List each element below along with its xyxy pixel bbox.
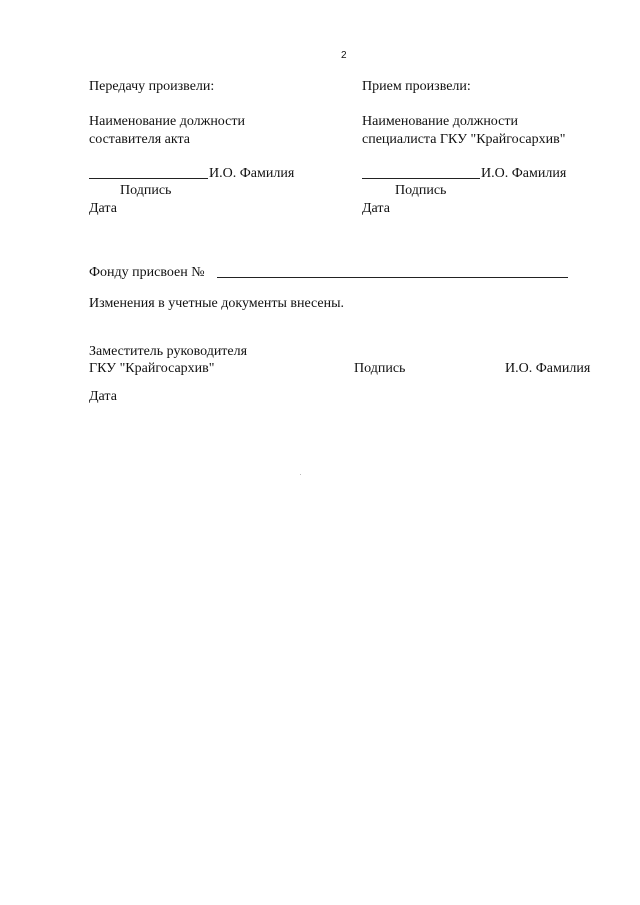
deputy-signature-label: Подпись — [354, 361, 406, 376]
scan-speck — [300, 474, 301, 475]
transfer-position-line1: Наименование должности — [89, 114, 245, 129]
transfer-name: И.О. Фамилия — [209, 166, 295, 181]
transfer-signature-label: Подпись — [120, 183, 172, 198]
fund-number-line — [217, 277, 568, 278]
reception-heading: Прием произвели: — [362, 79, 471, 94]
changes-text: Изменения в учетные документы внесены. — [89, 296, 345, 311]
transfer-position-line2: составителя акта — [89, 132, 190, 147]
deputy-date-label: Дата — [89, 389, 117, 404]
deputy-title-line2: ГКУ "Крайгосархив" — [89, 361, 215, 376]
reception-signature-label: Подпись — [395, 183, 447, 198]
transfer-signature-line — [89, 178, 208, 179]
reception-position-line2: специалиста ГКУ "Крайгосархив" — [362, 132, 566, 147]
deputy-title-line1: Заместитель руководителя — [89, 344, 248, 359]
page-number: 2 — [341, 50, 347, 61]
reception-position-line1: Наименование должности — [362, 114, 518, 129]
fund-label: Фонду присвоен № — [89, 265, 205, 280]
transfer-heading: Передачу произвели: — [89, 79, 215, 94]
reception-signature-line — [362, 178, 480, 179]
transfer-date-label: Дата — [89, 201, 117, 216]
deputy-name: И.О. Фамилия — [505, 361, 591, 376]
reception-date-label: Дата — [362, 201, 390, 216]
reception-name: И.О. Фамилия — [481, 166, 567, 181]
